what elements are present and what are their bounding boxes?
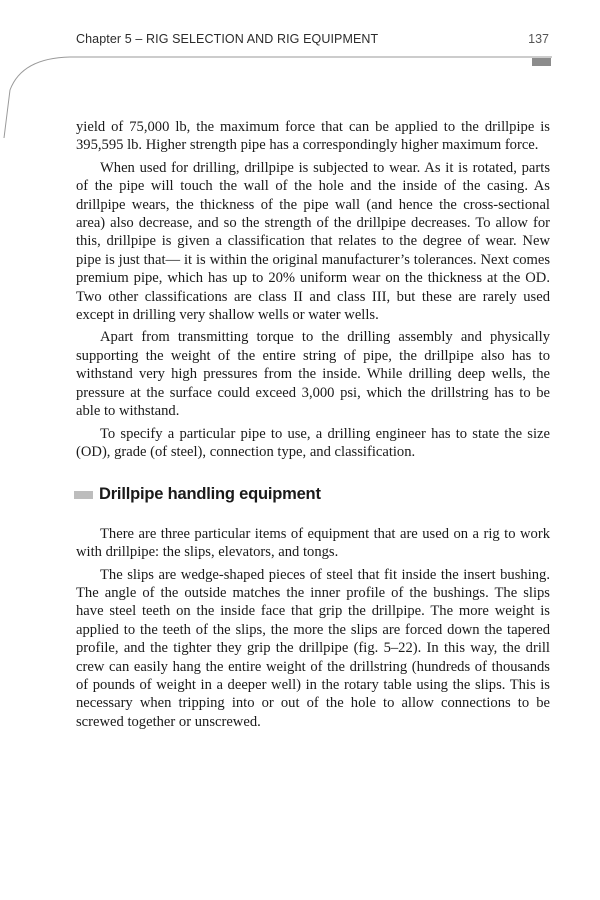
page-number: 137	[528, 32, 549, 46]
paragraph-pressure: Apart from transmitting torque to the drilling assembly and physically supporting the weight of the entire string of pipe, the drillpipe also has to withstand very high pressures from the inside. While drilling deep wells, the pressure at the surface could exceed 3,000 psi, which the drillstring has to be able to withstand.	[76, 329, 550, 420]
header-corner-tab	[532, 58, 551, 66]
paragraph-drillpipe-wear: When used for drilling, drillpipe is subjected to wear. As it is rotated, parts of the pipe will touch the wall of the hole and the inside of the casing. As drillpipe wears, the thickness of the pipe wall (and hence the cross-sectional area) also decrease, and so the strength of the drillpipe decreases. To allow for this, drillpipe is given a classification that relates to the degree of wear. New pipe is just that— it is within the original manufacturer’s tolerances. Next comes premium pipe, which has up to 20% uniform wear on the thickness at the OD. Two other classifications are class II and class III, but these are rarely used except in drilling very shallow wells or water wells.	[76, 159, 550, 324]
section-heading-text: Drillpipe handling equipment	[99, 485, 321, 504]
main-text	[76, 118, 550, 735]
paragraph-slips: The slips are wedge-shaped pieces of steel that fit inside the insert bushing. The angle of the outside matches the inner profile of the bushings. The slips have steel teeth on the inside face that grip the drillpipe. The more weight is applied to the teeth of the slips, the more the slips are forced down the tapered profile, and the tighter they grip the drillpipe (fig. 5–22). In this way, the drill crew can easily hang the entire weight of the drillstring (hundreds of thousands of pounds of weight in a deeper well) in the rotary table using the slips. This is necessary when tripping into or out of the hole to allow connections to be screwed together or unscrewed.	[76, 566, 550, 730]
paragraph-handling-equipment: There are three particular items of equipment that are used on a rig to work with drillpipe: the slips, elevators, and tongs.	[76, 525, 550, 561]
section-heading	[74, 485, 550, 503]
heading-marker	[74, 491, 93, 499]
chapter-title: Chapter 5 – RIG SELECTION AND RIG EQUIPMENT	[76, 32, 379, 46]
paragraph-continuation: yield of 75,000 lb, the maximum force that can be applied to the drillpipe is 395,595 lb. Higher strength pipe has a correspondingly higher maximum force.	[76, 119, 550, 154]
paragraph-specification: To specify a particular pipe to use, a drilling engineer has to state the size (OD), grade (of steel), connection type, and classification.	[76, 425, 550, 460]
